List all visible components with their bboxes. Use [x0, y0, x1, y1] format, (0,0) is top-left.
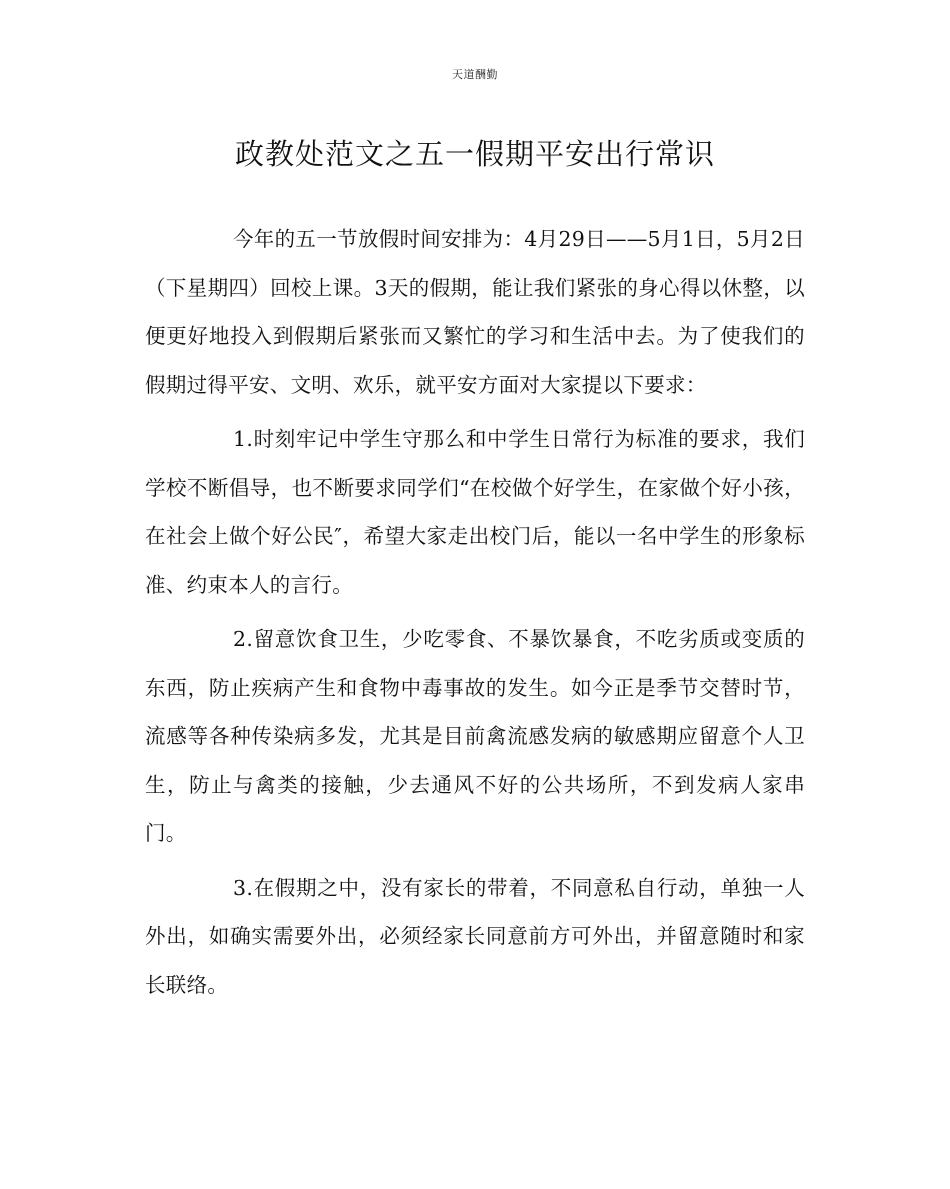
rule-paragraph-3: 3.在假期之中，没有家长的带着，不同意私自行动，单独一人外出，如确实需要外出，必须经家长同意前方可外出，并留意随时和家长联络。 [145, 875, 805, 997]
page-header: 天道酬勤 [452, 68, 498, 81]
rule-paragraph-2: 2.留意饮食卫生，少吃零食、不暴饮暴食，不吃劣质或变质的东西，防止疾病产生和食物中毒事故的发生。如今正是季节交替时节，流感等各种传染病多发，尤其是目前禽流感发病的敏感期应留意个人卫生，防止与禽类的接触，少去通风不好的公共场所，不到发病人家串门。 [145, 627, 805, 845]
rule-paragraph-1: 1.时刻牢记中学生守那么和中学生日常行为标准的要求，我们学校不断倡导，也不断要求同学们“在校做个好学生，在家做个好小孩，在社会上做个好公民″，希望大家走出校门后，能以一名中学生的形象标准、约束本人的言行。 [145, 427, 805, 597]
document-title: 政教处范文之五一假期平安出行常识 [234, 137, 715, 171]
intro-paragraph: 今年的五一节放假时间安排为：4月29日——5月1日，5月2日（下星期四）回校上课。3天的假期，能让我们紧张的身心得以休整，以便更好地投入到假期后紧张而又繁忙的学习和生活中去。为了使我们的假期过得平安、文明、欢乐，就平安方面对大家提以下要求： [145, 227, 805, 397]
document-body [145, 215, 805, 1015]
